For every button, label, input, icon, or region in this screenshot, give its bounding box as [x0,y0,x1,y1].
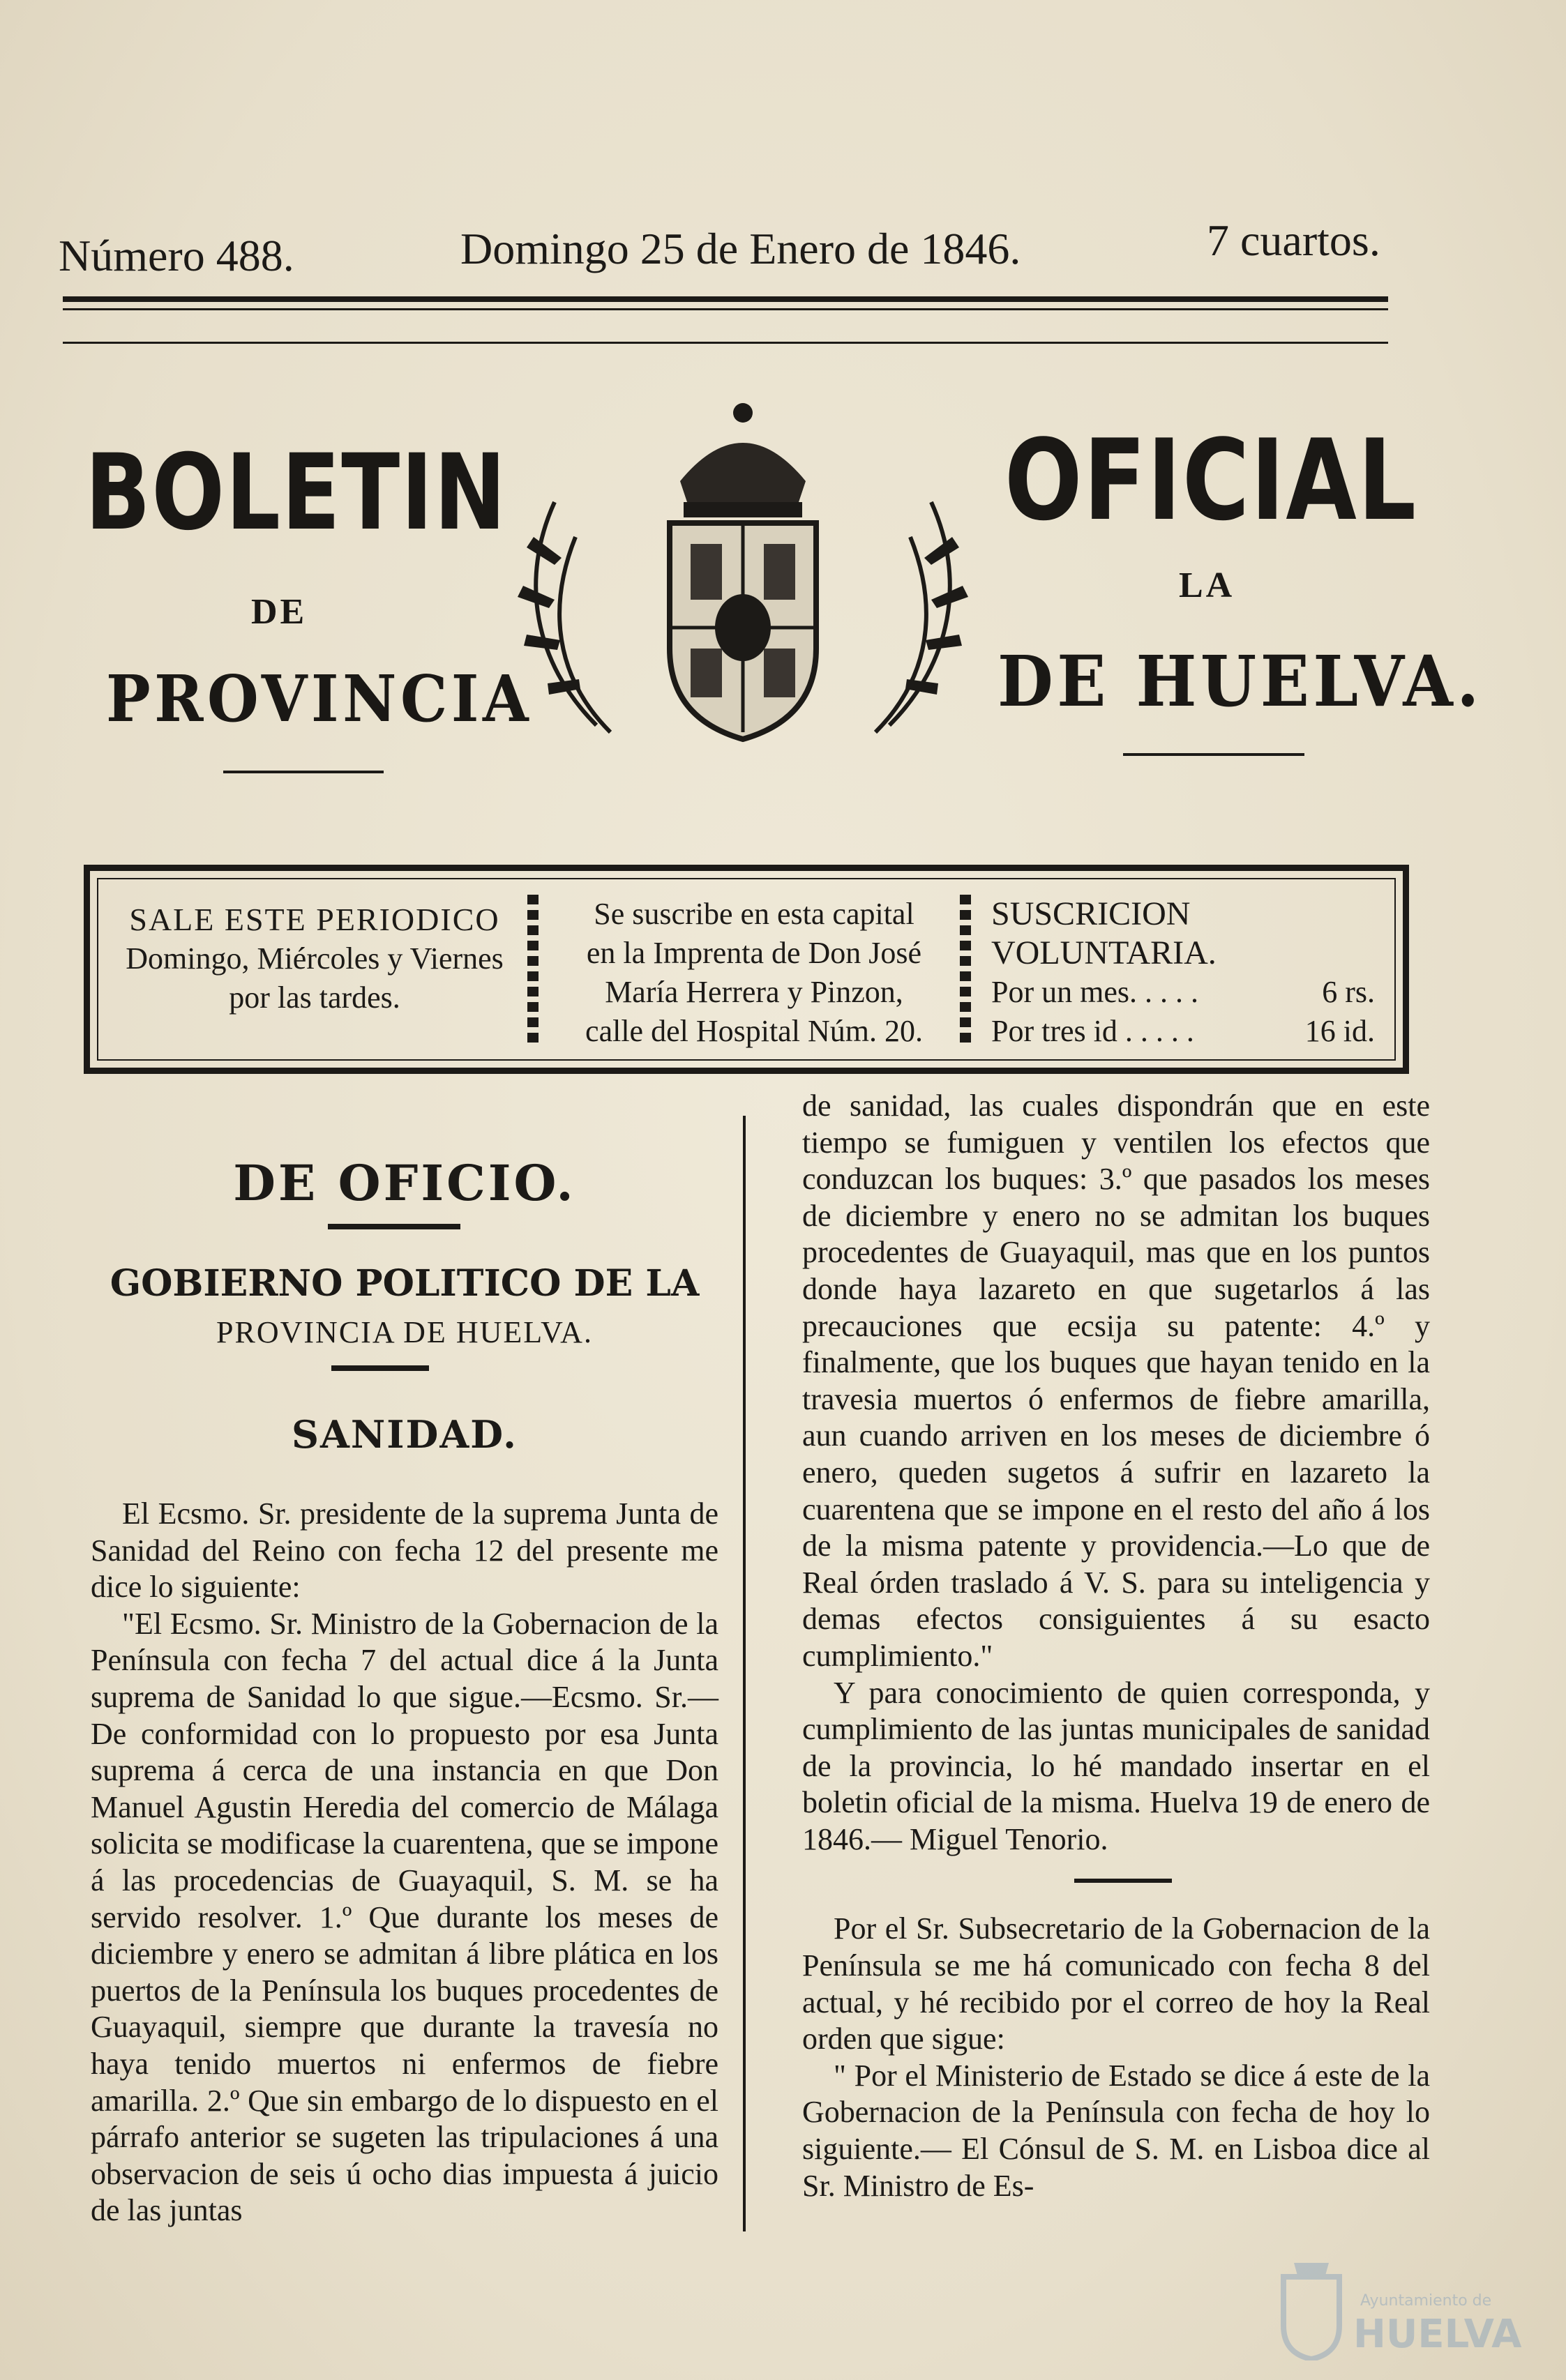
masthead-ornament-left [223,771,384,773]
paragraph: de sanidad, las cuales dispondrán que en este tiempo se fumiguen y ventilen los efectos que conduzcan los buques: 3.º que pasados los meses de diciembre y enero no se admitan los buques procedentes de Guayaquil, mas que en los puntos donde haya lazareto en que sugetarlos á las precauciones que ecsija su patente: 4.º y finalmente, que los buques que hayan tenido en la travesia muertos ó enfermos de fiebre amarilla, aun cuando arriven en los meses de diciembre ó enero, queden sugetos á sufrir en lazareto la cuarentena que se impone en el resto del año á los de la misma patente y providencia.—Lo que de Real órden traslado á V. S. para su inteligencia y demas efectos consiguientes á su esacto cumplimiento." [802,1089,1430,1673]
issue-header [56,209,1395,293]
heading-rule [328,1224,460,1229]
city-shield-icon [1277,2256,1346,2360]
masthead-word-5: PROVINCIA [106,661,533,736]
price-row [991,973,1396,1012]
masthead-word-3: DE [251,592,308,632]
right-column-text [802,1088,1430,2204]
paragraph: " Por el Ministerio de Estado se dice á este de la Gobernacion de la Península con fecha de hoy lo siguiente.— El Cónsul de S. M. en Lisboa dice al Sr. Ministro de Es- [802,2058,1430,2203]
masthead-word-1: BOLETIN [85,432,507,554]
schedule-time: por las tardes. [229,980,400,1015]
heading-rule [331,1365,429,1371]
price-label: Por un mes. . . . . [991,975,1198,1009]
price-label: Por tres id . . . . . [991,1014,1194,1048]
paragraph: "El Ecsmo. Sr. Ministro de la Gobernacion de la Península con fecha 7 del actual dice á la Junta suprema de Sanidad lo que sigue.—Ecsmo. Sr.—De conformidad con lo propuesto por esa Junta suprema á cerca de una instancia en que Don Manuel Agustin Heredia del comercio de Málaga solicita se modificase la cuarentena, que se impone á las procedencias de Guayaquil, S. M. se ha servido resolver. 1.º Que durante los meses de diciembre y enero se admitan á libre plática en los puertos de la Península los buques procedentes de Guayaquil, siempre que durante la travesía no haya tenido muertos ni enfermos de fiebre amarilla. 2.º Que sin embargo de lo dispuesto en el párrafo anterior se sugeten las tripulaciones á una observacion de seis ú ocho dias impuesta á juicio de las juntas [91,1606,718,2228]
subscription-address [545,879,963,1059]
schedule-title: SALE ESTE PERIODICO [129,902,500,937]
subscription-prices [977,879,1396,1059]
left-column-text [91,1496,718,2229]
issue-number: Número 488. [59,231,294,280]
schedule-days: Domingo, Miércoles y Viernes [126,941,504,976]
info-box-inner [97,878,1396,1061]
issue-date: Domingo 25 de Enero de 1846. [460,224,1021,273]
topic-heading: SANIDAD. [292,1412,518,1457]
masthead-word-2: OFICIAL [1004,415,1417,545]
header-rule-thin [63,308,1388,310]
column-divider [743,1116,746,2231]
royal-coat-of-arms-icon [492,397,994,760]
paragraph: Por el Sr. Subsecretario de la Gobernacion de la Península se me há comunicado con fecha 8 del actual, y hé recibido por el correo de hoy la Real orden que sigue: [802,1911,1430,2056]
ornamental-divider [527,895,539,1044]
subscription-info-box [84,865,1409,1074]
article-separator [1074,1879,1172,1883]
address-line: Se suscribe en esta capital [594,897,914,931]
price-row [991,1012,1396,1051]
section-heading: DE OFICIO. [233,1154,576,1212]
header-rule-top [63,296,1388,302]
masthead-word-4: LA [1179,566,1235,605]
address-line: María Herrera y Pinzon, [605,975,903,1009]
publication-schedule [98,879,531,1059]
price-value: 6 rs. [1322,975,1375,1009]
masthead-ornament-right [1123,753,1304,756]
watermark-text: HUELVA [1353,2312,1522,2357]
price-value: 16 id. [1304,1014,1375,1048]
address-line: en la Imprenta de Don José [586,936,922,970]
paragraph: El Ecsmo. Sr. presidente de la suprema Junta de Sanidad del Reino con fecha 12 del presente me dice lo siguiente: [91,1496,718,1605]
header-rule-bottom [63,342,1388,344]
archive-watermark [1277,2235,1528,2367]
authority-subheading: PROVINCIA DE HUELVA. [216,1315,593,1349]
watermark-small-text: Ayuntamiento de [1360,2292,1492,2310]
address-line: calle del Hospital Núm. 20. [585,1014,923,1048]
masthead-word-6: DE HUELVA. [997,640,1483,722]
prices-title: SUSCRICION VOLUNTARIA. [991,895,1217,971]
issue-price: 7 cuartos. [1207,215,1380,265]
paragraph: Y para conocimiento de quien corresponda, y cumplimiento de las juntas municipales de sanidad de la provincia, lo hé mandado insertar en el boletin oficial de la misma. Huelva 19 de enero de 1846.— Miguel Tenorio. [802,1675,1430,1856]
ornamental-divider [960,895,971,1044]
authority-heading: GOBIERNO POLITICO DE LA [110,1262,700,1305]
